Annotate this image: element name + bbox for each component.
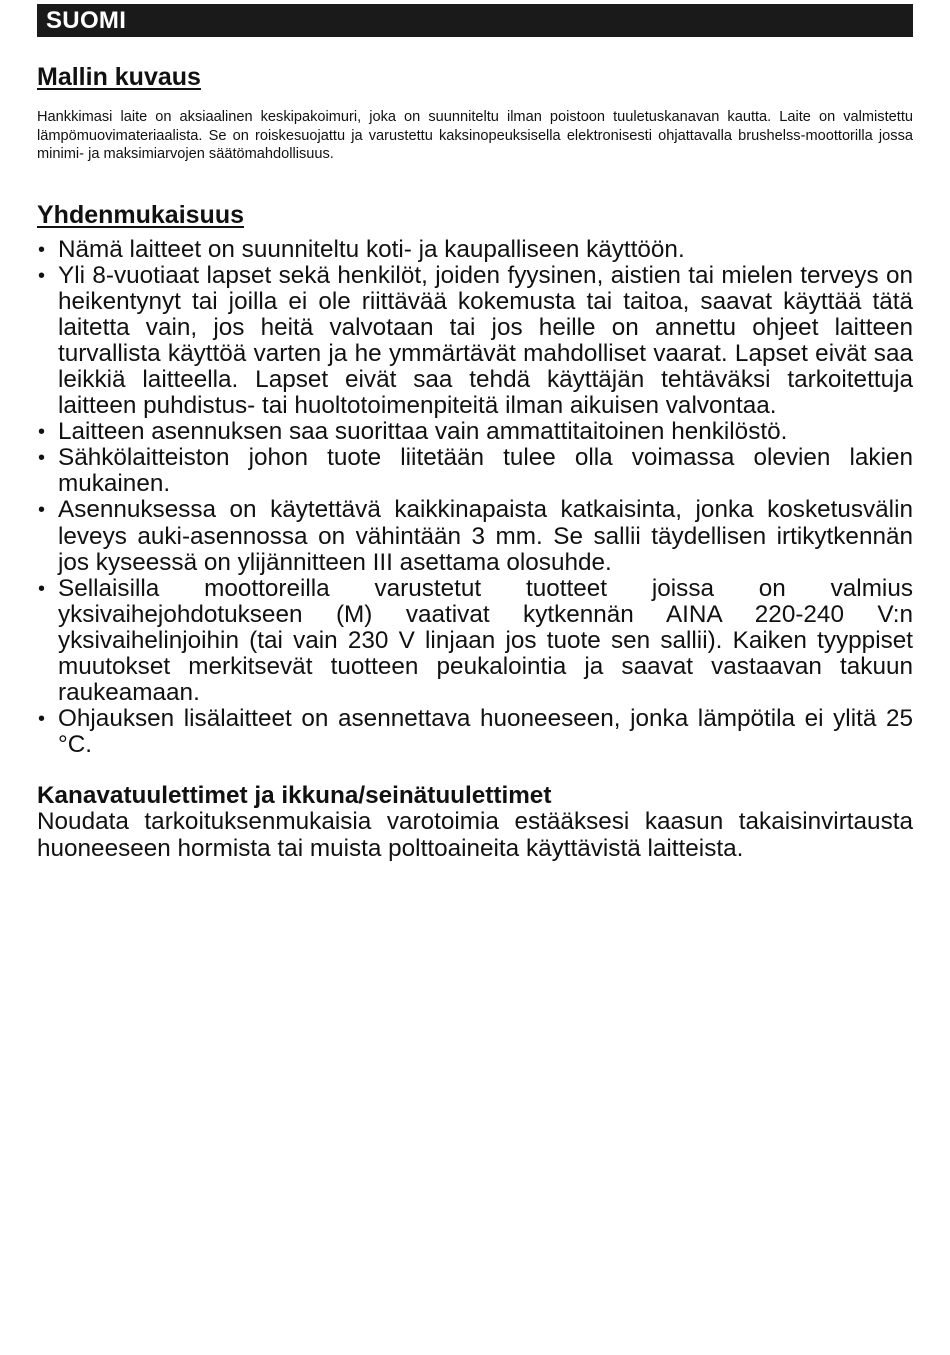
conformity-item (37, 706, 913, 758)
conformity-item (37, 576, 913, 706)
conformity-item-text: Sellaisilla moottoreilla varustetut tuotteet joissa on valmius yksivaihejohdotukseen (M) vaativat kytkennän AINA 220-240 V:n yksivaihelinjoihin (tai vain 230 V linjaan jos tuote sen sallii). Kaiken tyyppiset muutokset merkitsevät tuotteen peukalointia ja saavat vastaavan takuun raukeamaan. (58, 574, 913, 707)
bullet-icon: • (38, 238, 46, 261)
conformity-item-text: Yli 8-vuotiaat lapset sekä henkilöt, joiden fyysinen, aistien tai mielen terveys on heikentynyt tai joilla ei ole riittävää kokemusta tai taitoa, saavat käyttää tätä laitetta vain, jos heitä valvotaan tai jos heille on annettu ohjeet laitteen turvallista käyttöä varten ja he ymmärtävät mahdolliset vaarat. Lapset eivät saa leikkiä laitteella. Lapset eivät saa tehdä käyttäjän tehtäväksi tarkoitettuja laitteen puhdistus- tai huoltotoimenpiteitä ilman aikuisen valvontaa. (58, 261, 913, 420)
ducts-heading: Kanavatuulettimet ja ikkuna/seinätuulettimet (37, 782, 552, 810)
bullet-icon: • (38, 499, 46, 522)
conformity-item (37, 419, 913, 445)
ducts-text: Noudata tarkoituksenmukaisia varotoimia estääksesi kaasun takaisinvirtausta huoneeseen hormista tai muista polttoaineita käyttävistä laitteista. (37, 808, 913, 862)
conformity-item (37, 263, 913, 420)
model-description-text: Hankkimasi laite on aksiaalinen keskipakoimuri, joka on suunniteltu ilman poistoon tuuletuskanavan kautta. Laite on valmistettu lämpömuovimateriaalista. Se on roiskesuojattu ja varustettu kaksinopeuksisella elektronisesti ohjattavalla brushelss-moottorilla jossa minimi- ja maksimiarvojen säätömahdollisuus. (37, 109, 913, 162)
language-label: SUOMI (46, 7, 127, 34)
manual-page (37, 4, 913, 862)
bullet-icon: • (38, 577, 46, 600)
conformity-item-text: Asennuksessa on käytettävä kaikkinapaista katkaisinta, jonka kosketusvälin leveys auki-asennossa on vähintään 3 mm. Se sallii täydellisen irtikytkennän jos kyseessä on ylijännitteen III asettama olosuhde. (58, 496, 913, 576)
conformity-item-text: Nämä laitteet on suunniteltu koti- ja kaupalliseen käyttöön. (58, 235, 685, 263)
conformity-item-text: Sähkölaitteiston johon tuote liitetään tulee olla voimassa olevien lakien mukainen. (58, 444, 913, 498)
conformity-list (37, 237, 913, 759)
conformity-item-text: Ohjauksen lisälaitteet on asennettava huoneeseen, jonka lämpötila ei ylitä 25 °C. (58, 705, 913, 759)
conformity-item (37, 237, 913, 263)
conformity-item (37, 445, 913, 497)
model-description-heading: Mallin kuvaus (37, 63, 201, 91)
language-header-bar (37, 4, 913, 37)
bullet-icon: • (38, 264, 46, 287)
conformity-item (37, 497, 913, 575)
bullet-icon: • (38, 447, 46, 470)
bullet-icon: • (38, 708, 46, 731)
conformity-heading: Yhdenmukaisuus (37, 200, 244, 229)
conformity-item-text: Laitteen asennuksen saa suorittaa vain ammattitaitoinen henkilöstö. (58, 418, 788, 446)
bullet-icon: • (38, 421, 46, 444)
